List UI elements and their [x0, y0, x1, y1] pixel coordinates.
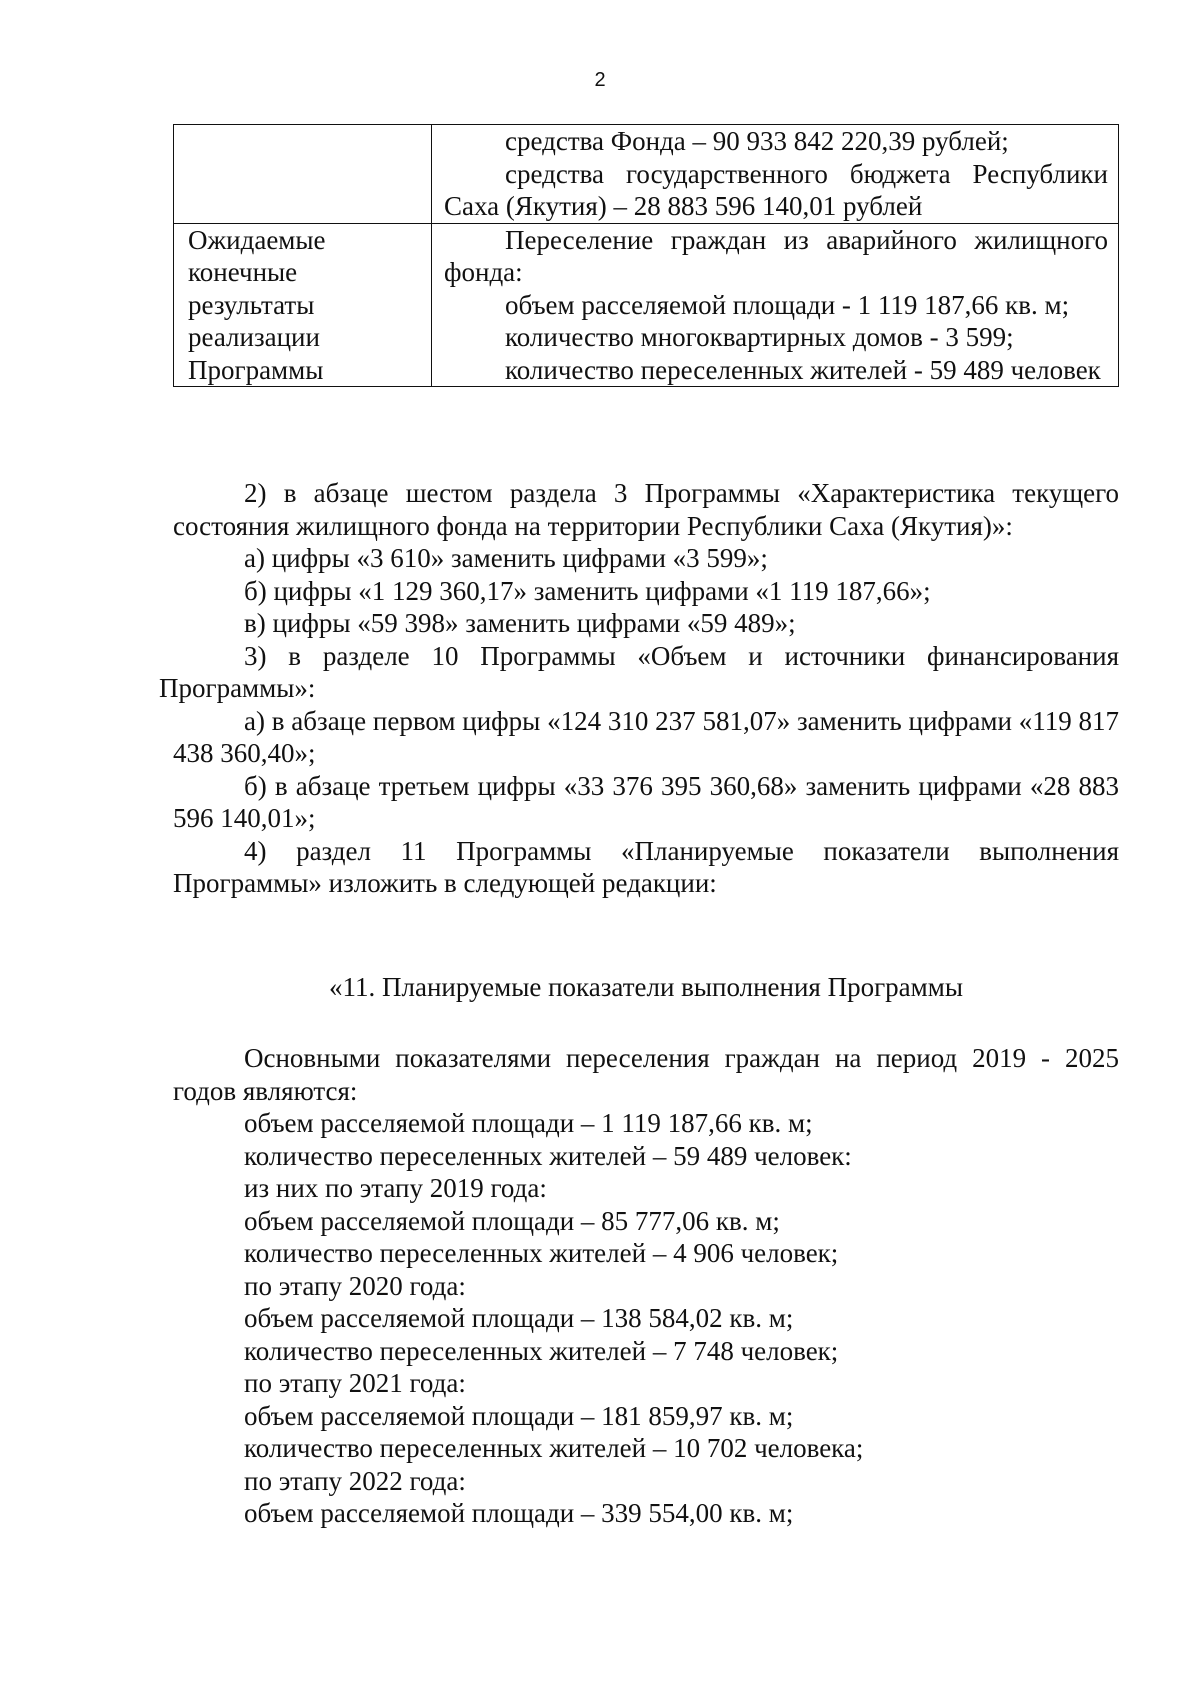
indicator-line: объем расселяемой площади – 181 859,97 кв. м;	[244, 1400, 794, 1431]
indicator-line: количество переселенных жителей – 59 489 человек:	[244, 1140, 852, 1171]
table-row	[174, 223, 1119, 387]
indicator-line: по этапу 2020 года:	[244, 1270, 466, 1301]
amendment-paragraph: в) цифры «59 398» заменить цифрами «59 489»;	[244, 608, 796, 638]
amendment-paragraph: 3) в разделе 10 Программы «Объем и источники финансирования Программы»:	[159, 640, 1119, 703]
indicator-line: по этапу 2021 года:	[244, 1368, 466, 1398]
indicator-line: объем расселяемой площади – 339 554,00 кв. м;	[244, 1498, 794, 1528]
page-number: 2	[594, 69, 606, 91]
resettlement-heading-line: Переселение граждан из аварийного жилищного фонда:	[444, 224, 1108, 287]
label-line: Ожидаемые	[188, 224, 326, 255]
program-passport-table	[173, 124, 1119, 387]
section-title-block	[173, 971, 1119, 1004]
buildings-line: количество многоквартирных домов - 3 599;	[505, 322, 1014, 352]
indicator-line: по этапу 2022 года:	[244, 1465, 466, 1496]
indicator-line: количество переселенных жителей – 7 748 человек;	[244, 1335, 839, 1366]
label-line: реализации	[188, 322, 320, 352]
expected-results-value-cell	[432, 223, 1119, 387]
area-line: объем расселяемой площади - 1 119 187,66 кв. м;	[505, 289, 1070, 320]
table-row	[174, 125, 1119, 224]
label-line: Программы	[188, 354, 324, 385]
amendment-paragraph: 4) раздел 11 Программы «Планируемые показатели выполнения Программы» изложить в следующей редакции:	[173, 835, 1119, 898]
amendment-paragraph: б) в абзаце третьем цифры «33 376 395 360,68» заменить цифрами «28 883 596 140,01»;	[173, 770, 1119, 833]
indicator-line: объем расселяемой площади – 85 777,06 кв. м;	[244, 1205, 780, 1236]
indicator-line: объем расселяемой площади – 1 119 187,66 кв. м;	[244, 1108, 813, 1138]
residents-line: количество переселенных жителей - 59 489 человек	[505, 354, 1101, 385]
section-title: «11. Планируемые показатели выполнения Программы	[329, 972, 963, 1002]
table-label-cell	[174, 125, 432, 224]
republic-budget-line: средства государственного бюджета Республики Саха (Якутия) – 28 883 596 140,01 рублей	[444, 158, 1108, 221]
indicators-intro: Основными показателями переселения граждан на период 2019 - 2025 годов являются:	[173, 1043, 1119, 1106]
label-line: конечные	[188, 257, 298, 287]
indicator-line: количество переселенных жителей – 10 702 человека;	[244, 1433, 864, 1463]
indicator-line: из них по этапу 2019 года:	[244, 1173, 547, 1203]
indicators-block	[173, 1042, 1119, 1530]
indicator-line: количество переселенных жителей – 4 906 человек;	[244, 1238, 839, 1268]
table-value-cell	[432, 125, 1119, 224]
amendment-paragraph: а) в абзаце первом цифры «124 310 237 581,07» заменить цифрами «119 817 438 360,40»;	[173, 705, 1119, 768]
amendment-paragraph: б) цифры «1 129 360,17» заменить цифрами «1 119 187,66»;	[244, 575, 931, 606]
amendment-paragraph: 2) в абзаце шестом раздела 3 Программы «Характеристика текущего состояния жилищного фонда на территории Республики Саха (Якутия)»:	[173, 478, 1119, 541]
label-line: результаты	[188, 289, 315, 320]
fund-financing-line: средства Фонда – 90 933 842 220,39 рублей;	[505, 126, 1009, 156]
amendments-block	[159, 477, 1119, 900]
expected-results-label-cell	[174, 223, 432, 387]
amendment-paragraph: а) цифры «3 610» заменить цифрами «3 599»;	[244, 543, 768, 573]
indicator-line: объем расселяемой площади – 138 584,02 кв. м;	[244, 1303, 794, 1333]
